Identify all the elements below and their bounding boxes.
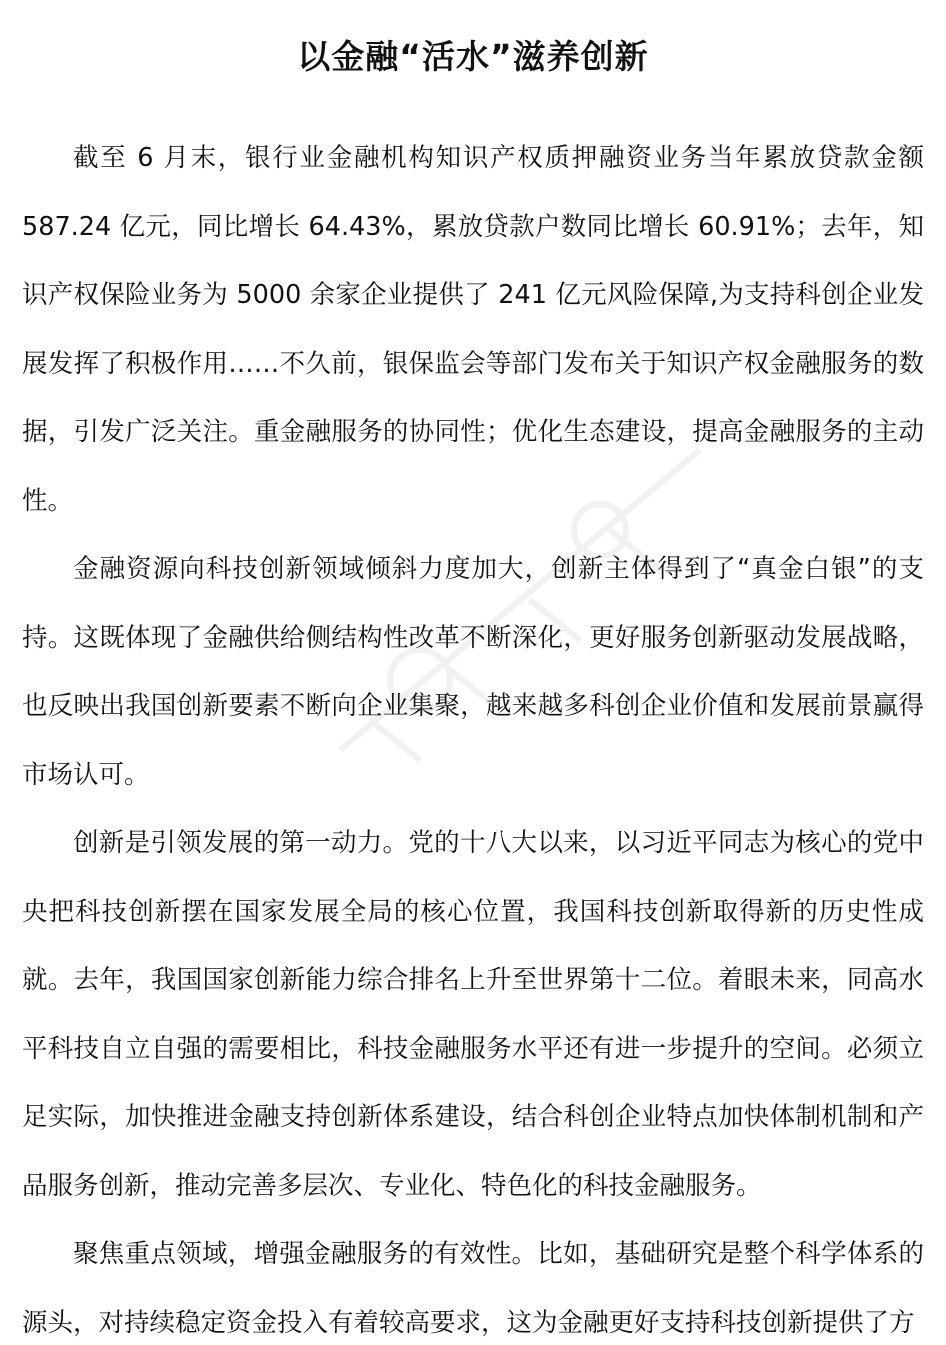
article-body [22, 124, 924, 1345]
page-title: 以金融“活水”滋养创新 [297, 37, 649, 76]
paragraph-2: 金融资源向科技创新领域倾斜力度加大，创新主体得到了“真金白银”的支持。这既体现了金融供给侧结构性改革不断深化，更好服务创新驱动发展战略，也反映出我国创新要素不断向企业集聚，越来越多科创企业价值和发展前景赢得市场认可。 [22, 554, 924, 790]
paragraph-1: 截至 6 月末，银行业金融机构知识产权质押融资业务当年累放贷款金额 587.24 亿元，同比增长 64.43%，累放贷款户数同比增长 60.91%；去年，知识产权保险业务为 5000 余家企业提供了 241 亿元风险保障,为支持科创企业发展发挥了积极作用……不久前，银保监会等部门发布关于知识产权金融服务的数据，引发广泛关注。重金融服务的协同性；优化生态建设，提高金融服务的主动性。 [22, 143, 924, 516]
paragraph-4: 聚焦重点领域，增强金融服务的有效性。比如，基础研究是整个科学体系的源头，对持续稳定资金投入有着较高要求，这为金融更好支持科技创新提供了方 [22, 1239, 924, 1338]
paragraph-3: 创新是引领发展的第一动力。党的十八大以来，以习近平同志为核心的党中央把科技创新摆在国家发展全局的核心位置，我国科技创新取得新的历史性成就。去年，我国国家创新能力综合排名上升至世界第十二位。着眼未来，同高水平科技自立自强的需要相比，科技金融服务水平还有进一步提升的空间。必须立足实际，加快推进金融支持创新体系建设，结合科创企业特点加快体制机制和产品服务创新，推动完善多层次、专业化、特色化的科技金融服务。 [22, 828, 924, 1201]
